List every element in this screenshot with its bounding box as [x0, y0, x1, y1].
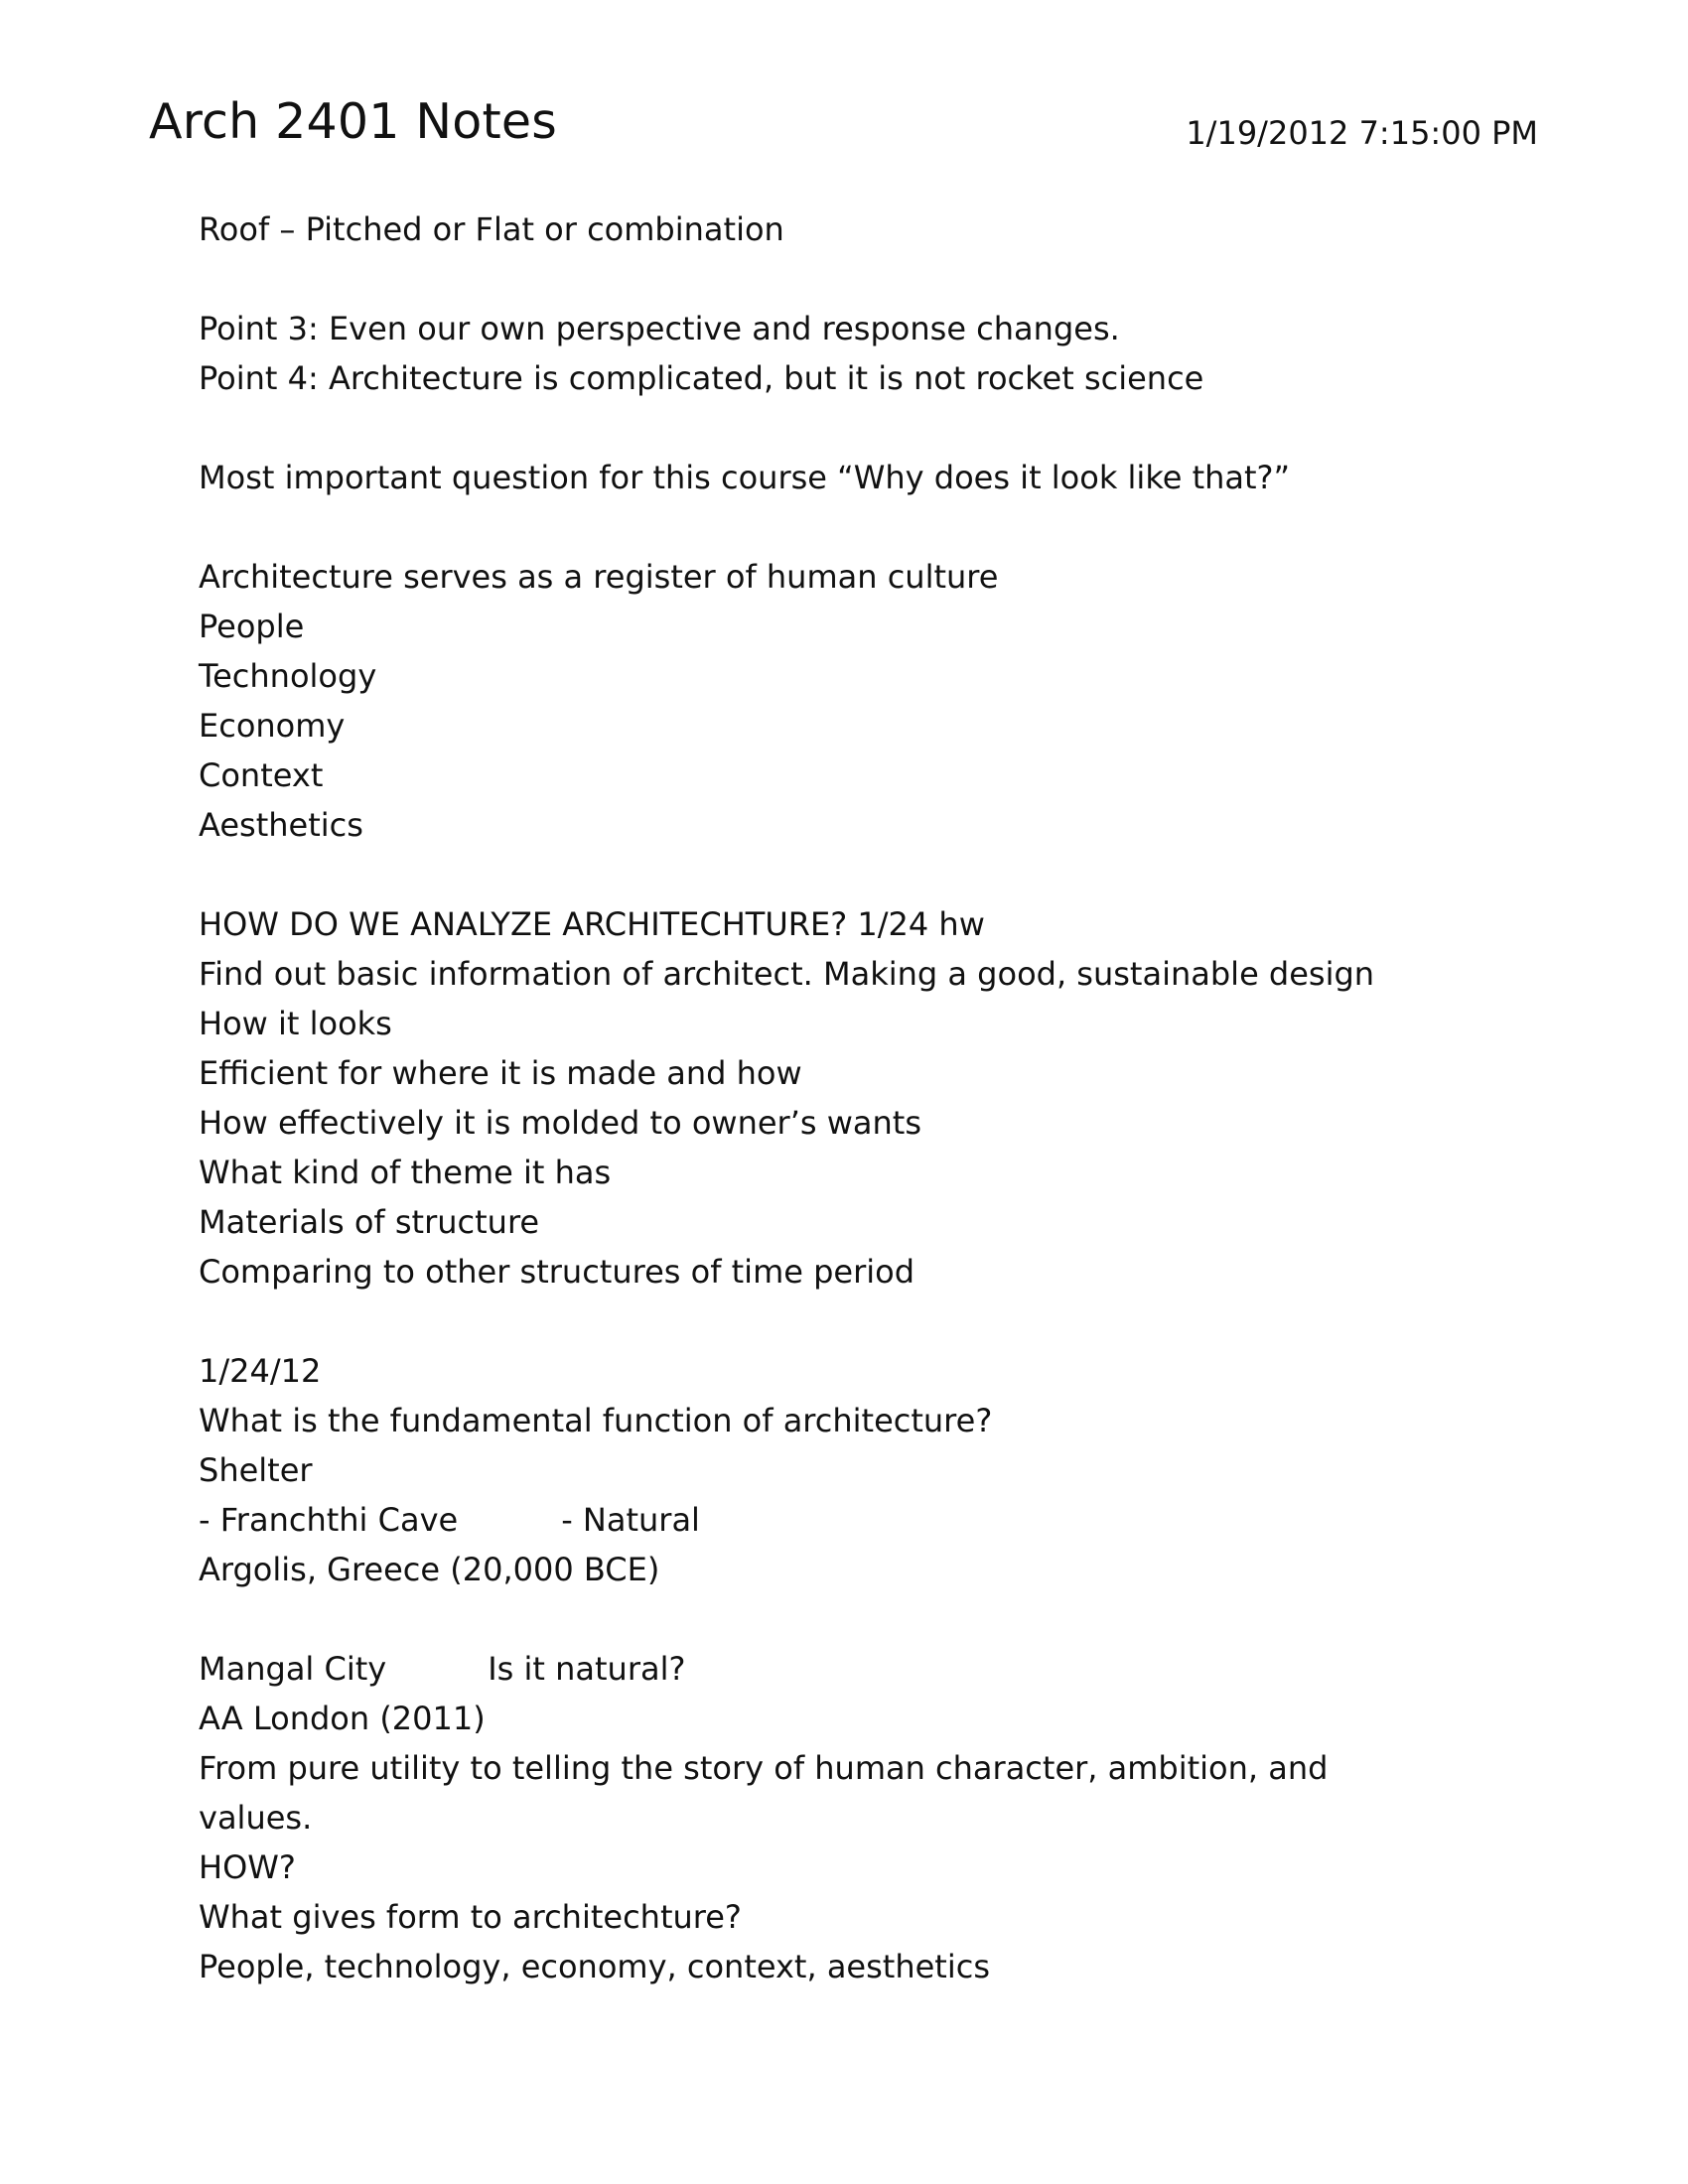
- blank-line: [199, 1297, 1489, 1346]
- notes-body: [199, 205, 1489, 1991]
- note-course-question: Most important question for this course “Why does it look like that?”: [199, 459, 1291, 496]
- analyze-item: How it looks: [199, 1005, 392, 1042]
- analyze-item: What kind of theme it has: [199, 1154, 612, 1191]
- analyze-item: How effectively it is molded to owner’s wants: [199, 1104, 921, 1142]
- factor-item: Context: [199, 756, 324, 794]
- blank-line: [199, 403, 1489, 453]
- note-register: Architecture serves as a register of human culture: [199, 558, 999, 596]
- note-point-3: Point 3: Even our own perspective and response changes.: [199, 310, 1120, 347]
- blank-line: [199, 254, 1489, 304]
- analyze-heading: HOW DO WE ANALYZE ARCHITECHTURE? 1/24 hw: [199, 905, 985, 943]
- factor-item: Economy: [199, 707, 346, 745]
- mangal-name: Mangal City: [199, 1650, 387, 1688]
- note-how: HOW?: [199, 1848, 296, 1886]
- factor-item: Technology: [199, 657, 377, 695]
- note-cave-row: [199, 1495, 1489, 1545]
- note-mangal-row: [199, 1644, 1489, 1694]
- note-roof: Roof – Pitched or Flat or combination: [199, 210, 784, 248]
- note-date: 1/24/12: [199, 1352, 322, 1390]
- document-timestamp: 1/19/2012 7:15:00 PM: [1186, 114, 1538, 152]
- note-cave-location: Argolis, Greece (20,000 BCE): [199, 1551, 660, 1588]
- cave-type: - Natural: [561, 1501, 700, 1539]
- cave-name: - Franchthi Cave: [199, 1501, 459, 1539]
- note-shelter: Shelter: [199, 1451, 313, 1489]
- analyze-item: Find out basic information of architect. Making a good, sustainable design: [199, 955, 1375, 993]
- note-point-4: Point 4: Architecture is complicated, but it is not rocket science: [199, 359, 1204, 397]
- note-form-answer: People, technology, economy, context, aesthetics: [199, 1948, 990, 1985]
- note-utility-line-2: values.: [199, 1799, 313, 1837]
- note-function-question: What is the fundamental function of architecture?: [199, 1402, 993, 1439]
- note-form-question: What gives form to architechture?: [199, 1898, 742, 1936]
- mangal-question: Is it natural?: [488, 1650, 686, 1688]
- analyze-item: Materials of structure: [199, 1203, 540, 1241]
- analyze-item: Efficient for where it is made and how: [199, 1054, 802, 1092]
- note-mangal-location: AA London (2011): [199, 1700, 486, 1737]
- note-utility-line-1: From pure utility to telling the story of human character, ambition, and: [199, 1749, 1329, 1787]
- blank-line: [199, 1594, 1489, 1644]
- blank-line: [199, 850, 1489, 899]
- factor-item: Aesthetics: [199, 806, 363, 844]
- document-title: Arch 2401 Notes: [149, 93, 557, 150]
- analyze-item: Comparing to other structures of time period: [199, 1253, 915, 1291]
- blank-line: [199, 502, 1489, 552]
- factor-item: People: [199, 608, 305, 645]
